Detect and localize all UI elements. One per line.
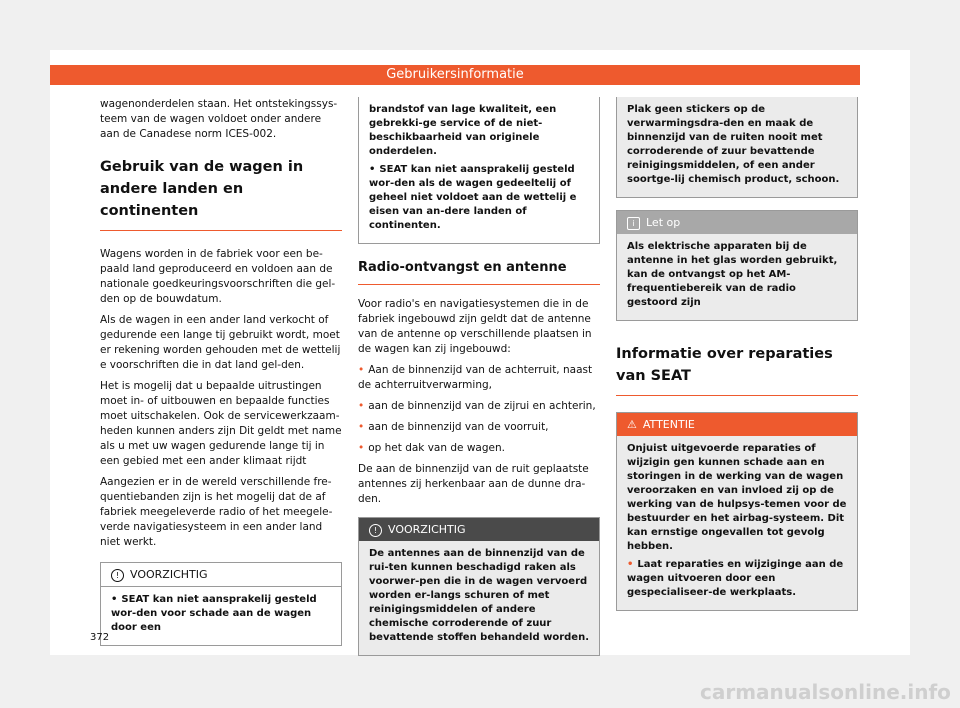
caution-cont-text: Plak geen stickers op de verwarmingsdra-den en maak de binnenzijd van de ruiten nooit met corroderende of zuur bevattende reinigingsmiddelen, of een ander soortge-lij chemisch product, schoon. [627, 104, 840, 185]
page-number: 372 [90, 632, 110, 643]
bullet-icon: • [358, 400, 365, 412]
caution-cont-text: brandstof van lage kwaliteit, een gebrekki-ge service of de niet-beschikbaarheid van originele onderdelen. [369, 104, 557, 157]
caution-box-header [359, 518, 599, 541]
warning-item-text: Laat reparaties en wijziginge aan de wagen uitvoeren door een gespecialiseer-de werkplaats. [627, 559, 844, 598]
list-item-text: aan de binnenzijd van de voorruit, [368, 421, 549, 433]
info-icon: ! [111, 569, 124, 582]
paragraph: Voor radio's en navigatiesystemen die in de fabriek ingebouwd zijn geldt dat de antenne van de antenne op verschillende plaatsen in de wagen kan zij ingebouwd: [358, 298, 592, 355]
watermark: carmanualsonline.info [700, 680, 951, 704]
caution-item [369, 163, 591, 233]
warning-box-title: ATTENTIE [642, 418, 695, 431]
note-icon: i [627, 217, 640, 230]
warning-text: Onjuist uitgevoerde reparaties of wijzigin gen kunnen schade aan en storingen in de werking van de wagen veroorzaken en van invloed zij op de werking van de hulpsys-temen voor de bestuurder en het airbag-systeem. Dit kan ernstige ongevallen tot gevolg hebben. [627, 443, 847, 552]
paragraph: Het is mogelij dat u bepaalde uitrustingen moet in- of uitbouwen en bepaalde functies moet uitschakelen. Ook de servicewerkzaam-heden kunnen anders zijn Dit geldt met name als u met uw wagen gedurende lange tij in een gebied met een ander klimaat rijdt [100, 380, 342, 467]
list-item-text: Aan de binnenzijd van de achterruit, naast de achterruitverwarming, [358, 364, 593, 391]
caution-box-header [101, 563, 341, 587]
caution-item-text: SEAT kan niet aansprakelij gesteld wor-den voor schade aan de wagen door een [111, 594, 317, 633]
column-3 [616, 97, 858, 611]
paragraph: Wagens worden in de fabriek voor een be-paald land geproduceerd en voldoen aan de nationale goedkeuringsvoorschriften die gel-den op de bouwdatum. [100, 248, 336, 305]
bullet-icon: • [627, 559, 634, 570]
note-box-title: Let op [646, 216, 681, 229]
paragraph: De aan de binnenzijd van de ruit geplaatste antennes zij herkenbaar aan de dunne dra-den. [358, 463, 589, 505]
intro-paragraph: wagenonderdelen staan. Het ontstekingssys-teem van de wagen voldoet onder andere aan de Canadese norm ICES-002. [100, 98, 338, 140]
section-header [50, 65, 860, 85]
note-box [616, 210, 858, 321]
list-item [358, 363, 600, 393]
list-item [358, 420, 600, 435]
column-1 [100, 97, 342, 646]
warning-box [616, 412, 858, 611]
note-text: Als elektrische apparaten bij de antenne in het glas worden gebruikt, kan de ontvangst op het AM-frequentiebereik van de radio gestoord zijn [627, 241, 838, 308]
list-item-text: op het dak van de wagen. [368, 442, 505, 454]
bullet-icon: • [358, 421, 365, 433]
paragraph: Aangezien er in de wereld verschillende fre-quentiebanden zijn is het mogelij dat de af fabriek meegeleverde radio of het meegele-verde navigatiesysteem in een ander land niet werkt. [100, 476, 333, 548]
warning-box-header [617, 413, 857, 436]
caution-text: De antennes aan de binnenzijd van de rui-ten kunnen beschadigd raken als voorwer-pen die in de wagen vervoerd worden er-langs schuren of met reinigingsmiddelen of andere chemische corroderende of zuur bevattende stoffen behandeld worden. [369, 548, 590, 643]
caution-item [111, 593, 333, 635]
warning-box-body [617, 436, 857, 610]
list-item [358, 441, 600, 456]
bullet-icon: • [358, 364, 365, 376]
column-2 [358, 97, 600, 656]
note-box-body [617, 234, 857, 320]
list-item [358, 399, 600, 414]
caution-box-body [359, 541, 599, 655]
caution-continuation [358, 97, 600, 244]
caution-box-body [101, 587, 341, 645]
section-heading-radio: Radio-ontvangst en antenne [358, 258, 600, 285]
bullet-icon: • [369, 164, 376, 175]
section-heading-repairs: Informatie over reparaties van SEAT [616, 343, 858, 396]
warning-triangle-icon: ⚠ [627, 418, 637, 431]
note-box-header [617, 211, 857, 234]
warning-item [627, 558, 849, 600]
caution-box-title: VOORZICHTIG [130, 568, 208, 581]
info-icon: ! [369, 524, 382, 537]
header-title: Gebruikersinformatie [386, 67, 524, 82]
bullet-icon: • [111, 594, 118, 605]
section-heading-other-countries: Gebruik van de wagen in andere landen en continenten [100, 156, 342, 231]
caution-box-title: VOORZICHTIG [388, 523, 466, 536]
caution-continuation [616, 97, 858, 198]
paragraph: Als de wagen in een ander land verkocht of gedurende een lange tij gebruikt wordt, moet er rekening worden gehouden met de wettelij e voorschriften die in dat land gel-den. [100, 314, 341, 371]
bullet-icon: • [358, 442, 365, 454]
caution-box-antenna [358, 517, 600, 656]
caution-item-text: SEAT kan niet aansprakelij gesteld wor-den als de wagen gedeeltelij of geheel niet voldoet aan de wettelij e eisen van an-dere landen of continenten. [369, 164, 577, 231]
caution-box [100, 562, 342, 646]
list-item-text: aan de binnenzijd van de zijrui en achterin, [368, 400, 596, 412]
